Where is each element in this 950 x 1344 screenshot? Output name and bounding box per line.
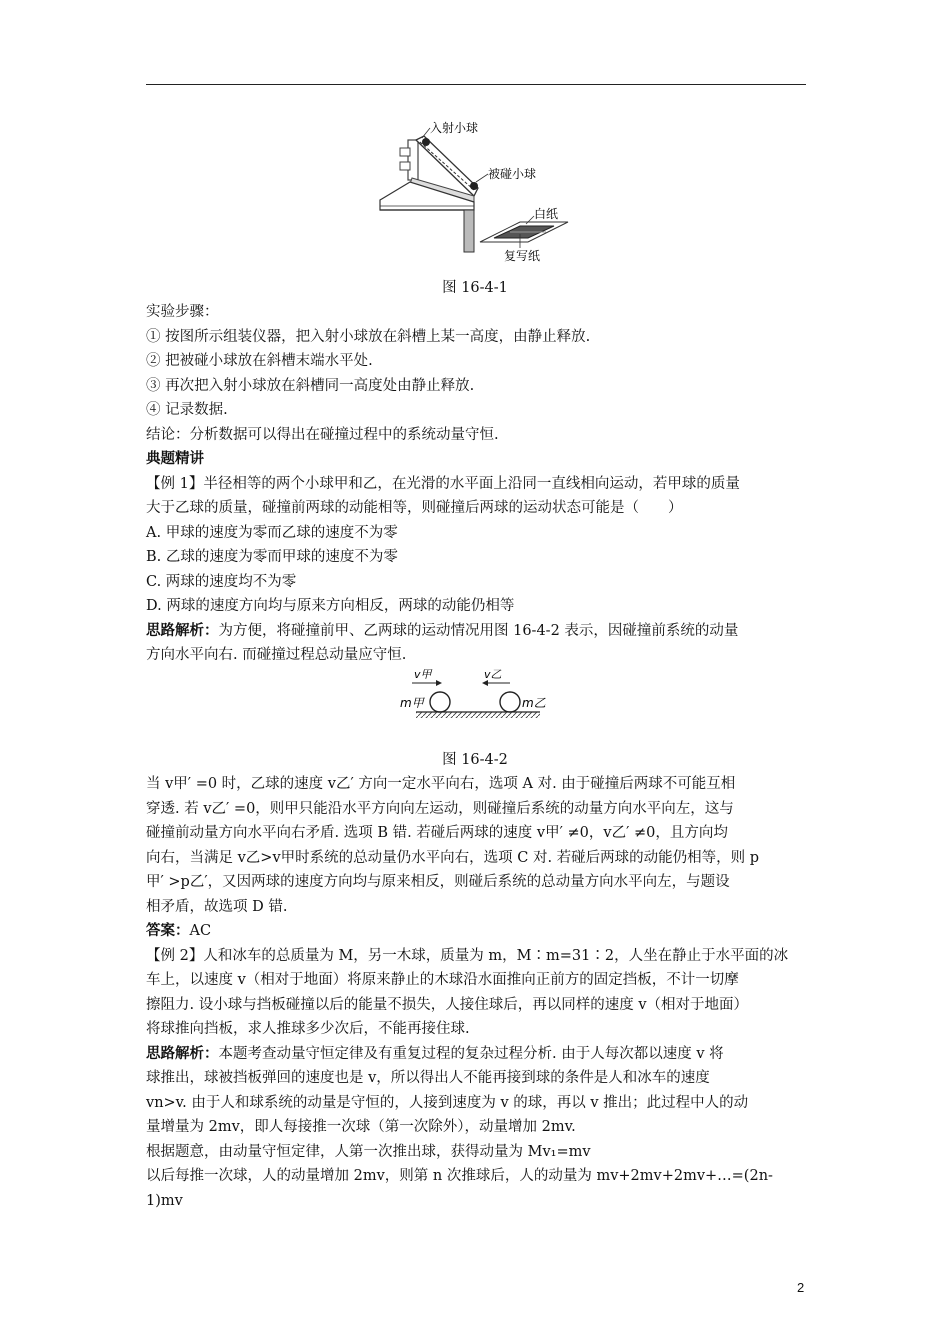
- example2-analysis-line-2: 球推出，球被挡板弹回的速度也是 v，所以得出人不能再接到球的条件是人和冰车的速度: [146, 1070, 710, 1086]
- label-v-a: v甲: [414, 668, 432, 681]
- example2-analysis-line-7: 1)mv: [146, 1192, 183, 1209]
- example2-line-1: 【例 2】人和冰车的总质量为 M，另一木球，质量为 m，M∶m=31∶2，人坐在静止于水平面的冰: [146, 947, 789, 964]
- label-v-b: v乙: [484, 668, 502, 681]
- figure1-caption: 图 16-4-1: [442, 280, 508, 296]
- option-b: B. 乙球的速度为零而甲球的速度不为零: [146, 549, 398, 565]
- label-carbon-paper: 复写纸: [504, 249, 541, 263]
- explanation-line-4: 向右，当满足 v乙>v甲时系统的总动量仍水平向右，选项 C 对. 若碰后两球的动能仍相等，则 p: [146, 849, 760, 866]
- page-number: 2: [797, 1280, 805, 1295]
- explanation-line-5: 甲′ >p乙′，又因两球的速度方向均与原来相反，则碰后系统的总动量方向水平向左，与题设: [146, 874, 730, 890]
- answer-value: AC: [189, 923, 212, 939]
- ball-a: [430, 692, 450, 712]
- analysis-text: 为方便，将碰撞前甲、乙两球的运动情况用图 16-4-2 表示，因碰撞前系统的动量: [218, 622, 739, 639]
- steps-heading: 实验步骤：: [146, 304, 219, 320]
- option-c: C. 两球的速度均不为零: [146, 573, 297, 590]
- label-incident-ball: 入射小球: [430, 121, 479, 135]
- analysis-text-2: 本题考查动量守恒定律及有重复过程的复杂过程分析. 由于人每次都以速度 v 将: [218, 1045, 724, 1062]
- figure2-caption: 图 16-4-2: [442, 752, 508, 768]
- example2-analysis-line-1: [146, 1042, 808, 1067]
- experiment-steps: [146, 300, 808, 668]
- step-1: ① 按图所示组装仪器，把入射小球放在斜槽上某一高度，由静止释放.: [146, 328, 591, 345]
- explanation-line-2: 穿透. 若 v乙′ =0，则甲只能沿水平方向向左运动，则碰撞后系统的动量方向水平向左，这与: [146, 800, 734, 817]
- example1-analysis-line-2: 方向水平向右. 而碰撞过程总动量应守恒.: [146, 647, 407, 663]
- analysis-label: 思路解析：: [146, 621, 219, 639]
- explanation-line-3: 碰撞前动量方向水平向右矛盾. 选项 B 错. 若碰后两球的速度 v甲′ ≠0，v乙′ ≠0，且方向均: [146, 825, 728, 841]
- label-m-a: m甲: [400, 696, 424, 710]
- label-white-paper: 白纸: [534, 207, 559, 221]
- step-2: ② 把被碰小球放在斜槽末端水平处.: [146, 353, 373, 369]
- answer: [146, 919, 808, 944]
- example1-analysis-line-1: [146, 619, 808, 644]
- label-m-b: m乙: [522, 696, 546, 710]
- step-4: ④ 记录数据.: [146, 402, 228, 418]
- ball-b: [500, 692, 520, 712]
- example2-line-2: 车上，以速度 v（相对于地面）将原来静止的木球沿水面推向正前方的固定挡板，不计一切摩: [146, 972, 739, 988]
- option-d: D. 两球的速度方向均与原来方向相反，两球的动能仍相等: [146, 598, 515, 614]
- example2-analysis-line-3: vn>v. 由于人和球系统的动量是守恒的，人接到速度为 v 的球，再以 v 推出；此过程中人的动: [146, 1094, 749, 1111]
- label-target-ball: 被碰小球: [488, 167, 537, 181]
- figure-collision: [398, 666, 558, 724]
- header-rule: [146, 84, 806, 85]
- example1-explanation: [146, 772, 808, 1213]
- explanation-line-6: 相矛盾，故选项 D 错.: [146, 898, 288, 915]
- example1-line-2: 大于乙球的质量，碰撞前两球的动能相等，则碰撞后两球的运动状态可能是（ ）: [146, 500, 683, 516]
- conclusion: 结论：分析数据可以得出在碰撞过程中的系统动量守恒.: [146, 426, 499, 443]
- analysis-label-2: 思路解析：: [146, 1044, 219, 1062]
- example1-line-1: 【例 1】半径相等的两个小球甲和乙，在光滑的水平面上沿同一直线相向运动，若甲球的质量: [146, 475, 740, 492]
- example2-analysis-line-6: 以后每推一次球，人的动量增加 2mv，则第 n 次推球后，人的动量为 mv+2mv+2mv+…=(2n-: [146, 1168, 773, 1184]
- option-a: A. 甲球的速度为零而乙球的速度不为零: [146, 524, 398, 541]
- answer-label: 答案：: [146, 922, 190, 939]
- example2-line-4: 将球推向挡板，求人推球多少次后，不能再接住球.: [146, 1021, 470, 1037]
- example2-analysis-line-5: 根据题意，由动量守恒定律，人第一次推出球，获得动量为 Mv₁=mv: [146, 1143, 591, 1160]
- figure-apparatus: [370, 118, 590, 264]
- section-title: 典题精讲: [146, 450, 204, 467]
- step-3: ③ 再次把入射小球放在斜槽同一高度处由静止释放.: [146, 377, 475, 394]
- example2-line-3: 擦阻力. 设小球与挡板碰撞以后的能量不损失，人接住球后，再以同样的速度 v（相对于地面）: [146, 996, 749, 1013]
- example2-analysis-line-4: 量增量为 2mv，即人每接推一次球（第一次除外），动量增加 2mv.: [146, 1119, 576, 1135]
- explanation-line-1: 当 v甲′ =0 时，乙球的速度 v乙′ 方向一定水平向右，选项 A 对. 由于碰撞后两球不可能互相: [146, 776, 736, 792]
